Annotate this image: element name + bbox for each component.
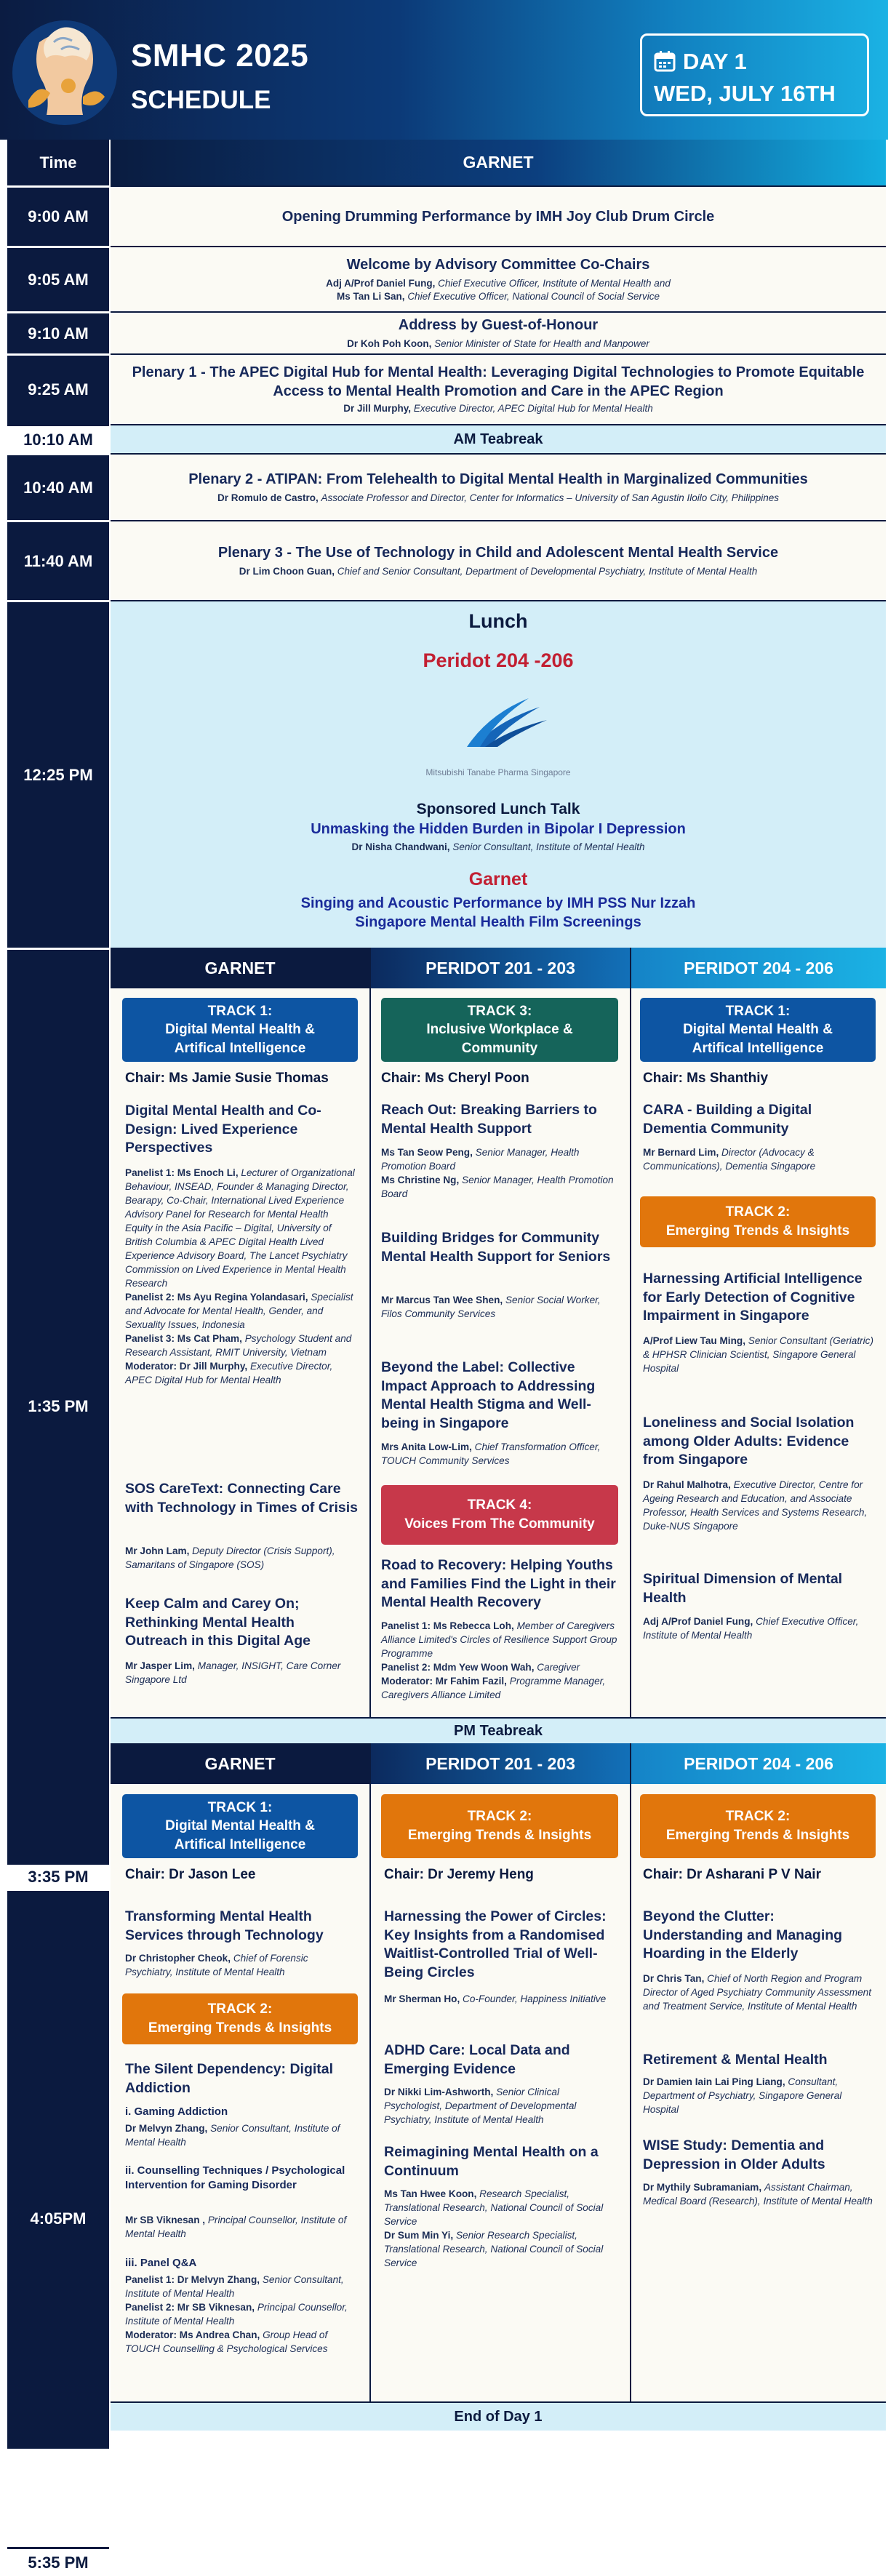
session-chair: Chair: Ms Cheryl Poon: [381, 1071, 529, 1086]
panelist-name: Panelist 1: Dr Melvyn Zhang,: [125, 2274, 260, 2285]
session-speakers: [381, 1619, 618, 1702]
event-pm-teabreak: [111, 1717, 886, 1743]
day-date-box: [640, 33, 869, 116]
speaker-name: Dr Nisha Chandwani,: [351, 841, 450, 852]
session-title: Spiritual Dimension of Mental Health: [643, 1571, 843, 1606]
speaker-role: Chief of North Region and Program Director of Aged Psychiatry Community Assessment and Treatment Service, Institute of Mental Health: [643, 1973, 872, 2012]
room-header-peridot-204: PERIDOT 204 - 206: [631, 1743, 886, 1784]
session-speakers: [125, 2121, 358, 2149]
speaker-name: Dr Chris Tan,: [643, 1973, 705, 1984]
subsession-title: i. Gaming Addiction: [125, 2105, 228, 2118]
track-number: TRACK 2:: [467, 1809, 532, 1825]
session-chair: Chair: Ms Shanthiy: [643, 1071, 769, 1086]
track-4-badge: [381, 1485, 618, 1545]
track-name-cont: Community: [461, 1040, 538, 1056]
session-speakers: [125, 1544, 358, 1572]
track-name: Voices From The Community: [404, 1516, 595, 1532]
session-title: Harnessing Artificial Intelligence for Early Detection of Cognitive Impairment in Singapore: [643, 1271, 863, 1324]
panelist-role: Senior Consultant, Institute of Mental Health: [125, 2274, 344, 2300]
speaker-role: Chief Executive Officer, Institute of Mental Health and: [438, 277, 671, 289]
room-header-garnet: [111, 140, 886, 185]
calendar-icon: [654, 50, 676, 72]
event-title: AM Teabreak: [453, 431, 543, 447]
sponsored-talk-speaker: [111, 841, 886, 852]
speaker-role: Chief Executive Officer, National Council of Social Service: [407, 291, 660, 302]
session-chair: Chair: Dr Jason Lee: [125, 1867, 256, 1882]
speaker-name: Dr Mythily Subramaniam,: [643, 2182, 762, 2193]
speaker-role: Senior Consultant, Institute of Mental Health: [452, 841, 645, 852]
moderator-role: Programme Manager, Caregivers Alliance Limited: [381, 1676, 606, 1701]
speaker-role: Chief of Forensic Psychiatry, Institute of Mental Health: [125, 1953, 308, 1978]
track-2-badge: [640, 1196, 876, 1247]
session-title: Road to Recovery: Helping Youths and Families Find the Light in their Mental Health Recovery: [381, 1557, 616, 1611]
mitsubishi-tanabe-logo-icon: [445, 692, 554, 765]
column-divider: [369, 1743, 371, 2401]
event-title: End of Day 1: [454, 2409, 543, 2425]
event-speakers: [239, 565, 758, 578]
performance-title: Singing and Acoustic Performance by IMH PSS Nur Izzah: [300, 895, 696, 911]
session-speakers: [643, 2180, 876, 2208]
track-name-cont: Artifical Intelligence: [174, 1836, 306, 1852]
speaker-role: Deputy Director (Crisis Support), Samaritans of Singapore (SOS): [125, 1545, 335, 1571]
speaker-name: Adj A/Prof Daniel Fung,: [326, 277, 436, 289]
track-name-cont: Artifical Intelligence: [174, 1040, 306, 1056]
time-slot: 3:35 PM: [7, 1863, 109, 1889]
subsession-title: ii. Counselling Techniques / Psychological Intervention for Gaming Disorder: [125, 2164, 345, 2192]
session-speakers: [643, 1615, 876, 1642]
session-speakers: [384, 2085, 618, 2127]
session-speakers: [643, 1334, 876, 1375]
speaker-name: Dr Christopher Cheok,: [125, 1953, 231, 1964]
time-slot: 1:35 PM: [7, 948, 109, 1863]
session-title: SOS CareText: Connecting Care with Technology in Times of Crisis: [125, 1481, 358, 1516]
session-title: WISE Study: Dementia and Depression in Older Adults: [643, 2137, 825, 2172]
panelist-name: Panelist 2: Mr SB Viknesan,: [125, 2302, 255, 2313]
speaker-role: Research Specialist, Translational Research, National Council of Social Service: [384, 2188, 604, 2228]
speaker-name: Dr Jill Murphy,: [343, 403, 412, 415]
track-number: TRACK 2:: [725, 1204, 791, 1220]
session-chair: Chair: Dr Asharani P V Nair: [643, 1867, 821, 1882]
track-1-badge: [122, 998, 358, 1062]
event-title-cont: Access to Mental Health Promotion and Care in the APEC Region: [273, 383, 724, 400]
speaker-name: Ms Christine Ng,: [381, 1175, 460, 1186]
panelist-name: Panelist 1: Ms Rebecca Loh,: [381, 1620, 514, 1631]
speaker-role: Co-Founder, Happiness Initiative: [463, 1993, 607, 2004]
speaker-role: Senior Research Specialist, Translational Research, National Council of Social Service: [384, 2230, 604, 2269]
session-title: Transforming Mental Health Services through Technology: [125, 1908, 324, 1943]
track-name: Emerging Trends & Insights: [665, 1223, 850, 1239]
event-title: Plenary 1 - The APEC Digital Hub for Mental Health: Leveraging Digital Technologies to Promote Equitable: [132, 364, 865, 381]
speaker-name: Dr Nikki Lim-Ashworth,: [384, 2087, 494, 2097]
page-header: [0, 0, 888, 140]
event-speakers: [343, 402, 652, 415]
session-title: ADHD Care: Local Data and Emerging Evidence: [384, 2042, 570, 2077]
column-divider: [630, 1743, 631, 2401]
panelist-role: Member of Caregivers Alliance Limited's Circles of Resilience Support Group Programme: [381, 1620, 617, 1660]
track-2-badge: [640, 1794, 876, 1858]
session-title: CARA - Building a Digital Dementia Community: [643, 1102, 812, 1137]
time-column: [7, 140, 109, 2572]
session-speakers: [643, 1478, 876, 1533]
event-title: Plenary 3 - The Use of Technology in Child and Adolescent Mental Health Service: [217, 544, 779, 561]
speaker-name: Dr Rahul Malhotra,: [643, 1479, 731, 1490]
session-speakers: [125, 2213, 358, 2241]
moderator-role: Executive Director, APEC Digital Hub for Mental Health: [125, 1361, 333, 1386]
speaker-name: Dr Lim Choon Guan,: [239, 565, 335, 577]
sponsor-name: Mitsubishi Tanabe Pharma Singapore: [425, 767, 571, 777]
event-lunch: [111, 600, 886, 948]
speaker-name: Adj A/Prof Daniel Fung,: [643, 1616, 753, 1627]
speaker-role: Senior Manager, Health Promotion Board: [381, 1175, 614, 1200]
speaker-name: Dr Damien Iain Lai Ping Liang,: [643, 2076, 785, 2087]
moderator-name: Moderator: Mr Fahim Fazil,: [381, 1676, 507, 1687]
lunch-room-garnet: Garnet: [468, 869, 528, 889]
moderator-role: Group Head of TOUCH Counselling & Psychological Services: [125, 2329, 328, 2355]
time-header: Time: [39, 153, 77, 172]
speaker-name: Mr Jasper Lim,: [125, 1660, 195, 1671]
session-speakers: [125, 1951, 358, 1979]
track-3-badge: [381, 998, 618, 1062]
session-chair: Chair: Ms Jamie Susie Thomas: [125, 1071, 329, 1086]
panelist-name: Panelist 3: Ms Cat Pham,: [125, 1333, 242, 1345]
speaker-name: Mr John Lam,: [125, 1545, 190, 1556]
track-name: Emerging Trends & Insights: [407, 1828, 592, 1843]
session-title: Digital Mental Health and Co-Design: Lived Experience Perspectives: [125, 1103, 321, 1156]
time-slot: 12:25 PM: [7, 600, 109, 948]
session-speakers: [643, 1972, 876, 2013]
event-title: PM Teabreak: [454, 1723, 543, 1739]
speaker-role: Director (Advocacy & Communications), Dementia Singapore: [643, 1147, 816, 1172]
speaker-role: Senior Consultant (Geriatric) & HPHSR Clinician Scientist, Singapore General Hospital: [643, 1335, 874, 1375]
room-header-garnet: GARNET: [111, 1743, 369, 1784]
track-number: TRACK 1:: [207, 1799, 273, 1815]
session-speakers: [381, 1145, 618, 1201]
moderator-name: Moderator: Ms Andrea Chan,: [125, 2329, 260, 2341]
session-speakers: [643, 2075, 876, 2116]
room-header-peridot-201: PERIDOT 201 - 203: [371, 1743, 630, 1784]
event-welcome: [111, 246, 886, 311]
speaker-name: Mr SB Viknesan ,: [125, 2215, 206, 2225]
speaker-name: Mr Bernard Lim,: [643, 1147, 719, 1158]
session-title: Reimagining Mental Health on a Continuum: [384, 2144, 599, 2179]
event-title: Welcome by Advisory Committee Co-Chairs: [346, 256, 650, 273]
track-name: Emerging Trends & Insights: [148, 2020, 332, 2036]
speaker-name: Dr Sum Min Yi,: [384, 2230, 454, 2241]
session-chair: Chair: Dr Jeremy Heng: [384, 1867, 534, 1882]
film-screening-title: Singapore Mental Health Film Screenings: [355, 914, 641, 930]
time-slot: 9:00 AM: [7, 185, 109, 246]
speaker-role: Chief Transformation Officer, TOUCH Community Services: [381, 1441, 601, 1467]
time-slot: 9:25 AM: [7, 353, 109, 424]
room-header-peridot-201: PERIDOT 201 - 203: [371, 948, 630, 988]
session-speakers: [384, 1992, 618, 2006]
speaker-name: Ms Tan Seow Peng,: [381, 1147, 473, 1158]
panelist-role: Lecturer of Organizational Behaviour, INSEAD, Founder & Managing Director, Bearapy, Co-Chair, International Lived Experience Advisory Panel for Research for Mental Health Equity in the Asia Pacific – Digital, University of British Columbia & APEC Digital Health Lived Experience Advisory Board, The Lancet Psychiatry Commission on Lived Experience in Mental Health Research: [125, 1167, 355, 1289]
moderator-name: Moderator: Dr Jill Murphy,: [125, 1361, 248, 1372]
track-2-badge: [122, 1993, 358, 2044]
speaker-name: Mr Marcus Tan Wee Shen,: [381, 1295, 503, 1305]
track-name: Emerging Trends & Insights: [665, 1828, 850, 1843]
track-number: TRACK 2:: [207, 2001, 273, 2017]
speaker-role: Senior Manager, Health Promotion Board: [381, 1147, 580, 1172]
event-am-teabreak: [111, 424, 886, 453]
speaker-role: Consultant, Department of Psychiatry, Singapore General Hospital: [643, 2076, 842, 2116]
session-speakers: [381, 1440, 618, 1468]
speaker-role: Executive Director, Centre for Ageing Research and Education, and Associate Professor, Health Services and Systems Research, Duke-NUS Singapore: [643, 1479, 868, 1532]
track-2-badge: [381, 1794, 618, 1858]
session-title: Retirement & Mental Health: [643, 2052, 828, 2068]
track-1-badge: [122, 1794, 358, 1858]
session-speakers: [384, 2187, 618, 2270]
speaker-name: Dr Romulo de Castro,: [217, 492, 319, 503]
time-slot: 9:10 AM: [7, 311, 109, 353]
panelist-name: Panelist 2: Ms Ayu Regina Yolandasari,: [125, 1292, 308, 1303]
time-slot: 9:05 AM: [7, 246, 109, 311]
track-name: Inclusive Workplace &: [426, 1022, 573, 1038]
room-name: GARNET: [463, 153, 534, 172]
speaker-role: Senior Minister of State for Health and Manpower: [434, 337, 649, 349]
track-number: TRACK 1:: [725, 1003, 791, 1019]
speaker-role: Associate Professor and Director, Center for Informatics – University of San Agustin Iloilo City, Philippines: [321, 492, 780, 503]
panelist-role: Specialist and Advocate for Mental Health, Gender, and Sexuality Issues, Indonesia: [125, 1292, 353, 1331]
speaker-name: Dr Koh Poh Koon,: [347, 337, 432, 349]
speaker-name: Mr Sherman Ho,: [384, 1993, 460, 2004]
track-1-badge: [640, 998, 876, 1062]
track-number: TRACK 1:: [207, 1003, 273, 1019]
event-title: Opening Drumming Performance by IMH Joy Club Drum Circle: [281, 208, 715, 225]
track-name: Digital Mental Health &: [683, 1022, 833, 1038]
event-address: [111, 311, 886, 353]
page-title: SMHC 2025: [131, 38, 309, 73]
track-name: Digital Mental Health &: [165, 1022, 315, 1038]
session-speakers: [125, 1166, 358, 1388]
event-speakers: [347, 337, 649, 351]
speaker-name: Ms Tan Hwee Koon,: [384, 2188, 477, 2199]
time-slot: 5:35 PM: [7, 2547, 109, 2576]
speaker-role: Chief and Senior Consultant, Department of Developmental Psychiatry, Institute of Mental Health: [337, 565, 758, 577]
speaker-name: Mrs Anita Low-Lim,: [381, 1441, 472, 1452]
session-title: Beyond the Clutter: Understanding and Managing Hoarding in the Elderly: [643, 1908, 843, 1962]
session-title: Keep Calm and Carey On; Rethinking Mental Health Outreach in this Digital Age: [125, 1596, 311, 1649]
session-title: Loneliness and Social Isolation among Older Adults: Evidence from Singapore: [643, 1415, 855, 1468]
session-title: Harnessing the Power of Circles: Key Insights from a Randomised Waitlist-Controlled Trial of Well-Being Circles: [384, 1908, 607, 1981]
event-plenary-3: [111, 520, 886, 600]
date-label: WED, JULY 16TH: [654, 81, 836, 106]
session-title: Beyond the Label: Collective Impact Approach to Addressing Mental Health Stigma and Well-being in Singapore: [381, 1359, 596, 1432]
speaker-name: Dr Melvyn Zhang,: [125, 2123, 208, 2134]
session-speakers: [643, 1145, 876, 1173]
session-title: Building Bridges for Community Mental Health Support for Seniors: [381, 1230, 611, 1265]
brain-heads-logo-icon: [10, 13, 119, 133]
session-title: The Silent Dependency: Digital Addiction: [125, 2061, 334, 2096]
time-slot: 10:40 AM: [7, 453, 109, 520]
event-title: Plenary 2 - ATIPAN: From Telehealth to Digital Mental Health in Marginalized Communities: [188, 471, 808, 487]
speaker-name: Ms Tan Li San,: [337, 291, 405, 302]
subsession-title: iii. Panel Q&A: [125, 2257, 197, 2269]
event-drumming: [111, 185, 886, 246]
day-label: DAY 1: [683, 49, 747, 74]
panelist-role: Caregiver: [537, 1662, 580, 1673]
time-slot: 10:10 AM: [7, 424, 109, 453]
track-number: TRACK 3:: [467, 1003, 532, 1019]
room-header-garnet: GARNET: [111, 948, 369, 988]
time-slot: 4:05PM: [7, 1889, 109, 2547]
speaker-role: Senior Clinical Psychologist, Department of Developmental Psychiatry, Institute of Mental Health: [384, 2087, 577, 2126]
track-number: TRACK 4:: [467, 1497, 532, 1513]
speaker-role: Chief Executive Officer, Institute of Mental Health: [643, 1616, 859, 1641]
panelist-role: Psychology Student and Research Assistant, RMIT University, Vietnam: [125, 1333, 352, 1359]
speaker-role: Senior Social Worker, Filos Community Services: [381, 1295, 601, 1320]
sponsored-talk-title: Unmasking the Hidden Burden in Bipolar I Depression: [311, 821, 686, 837]
speaker-role: Manager, INSIGHT, Care Corner Singapore Ltd: [125, 1660, 341, 1686]
room-header-peridot-204: PERIDOT 204 - 206: [631, 948, 886, 988]
event-speakers: [217, 492, 779, 505]
speaker-role: Senior Consultant, Institute of Mental Health: [125, 2123, 340, 2148]
column-divider: [630, 948, 631, 1723]
session1-peridot201-column: [371, 988, 630, 1723]
session-speakers: [381, 1293, 618, 1321]
track-name-cont: Artifical Intelligence: [692, 1040, 824, 1056]
panelist-name: Panelist 2: Mdm Yew Woon Wah,: [381, 1662, 535, 1673]
event-plenary-1: [111, 353, 886, 424]
speaker-role: Executive Director, APEC Digital Hub for Mental Health: [413, 403, 653, 415]
track-name: Digital Mental Health &: [165, 1818, 315, 1834]
page-subtitle: SCHEDULE: [131, 86, 271, 114]
speaker-name: A/Prof Liew Tau Ming,: [643, 1335, 745, 1346]
speaker-role: Principal Counsellor, Institute of Mental Health: [125, 2215, 347, 2240]
speaker-role: Assistant Chairman, Medical Board (Research), Institute of Mental Health: [643, 2182, 873, 2207]
event-end-of-day: [111, 2401, 886, 2431]
session-title: Reach Out: Breaking Barriers to Mental Health Support: [381, 1102, 597, 1137]
event-title: Address by Guest-of-Honour: [398, 316, 599, 333]
session-speakers: [125, 1659, 358, 1687]
session-speakers: [125, 2273, 358, 2356]
time-slot: 11:40 AM: [7, 520, 109, 600]
column-divider: [369, 948, 371, 1723]
panelist-name: Panelist 1: Ms Enoch Li,: [125, 1167, 239, 1178]
panelist-role: Principal Counsellor, Institute of Mental Health: [125, 2302, 348, 2327]
sponsored-talk-label: Sponsored Lunch Talk: [416, 801, 580, 817]
event-plenary-2: [111, 453, 886, 520]
track-number: TRACK 2:: [725, 1809, 791, 1825]
lunch-room: Peridot 204 -206: [423, 649, 574, 671]
lunch-title: Lunch: [468, 610, 528, 632]
event-speakers: [326, 277, 671, 303]
